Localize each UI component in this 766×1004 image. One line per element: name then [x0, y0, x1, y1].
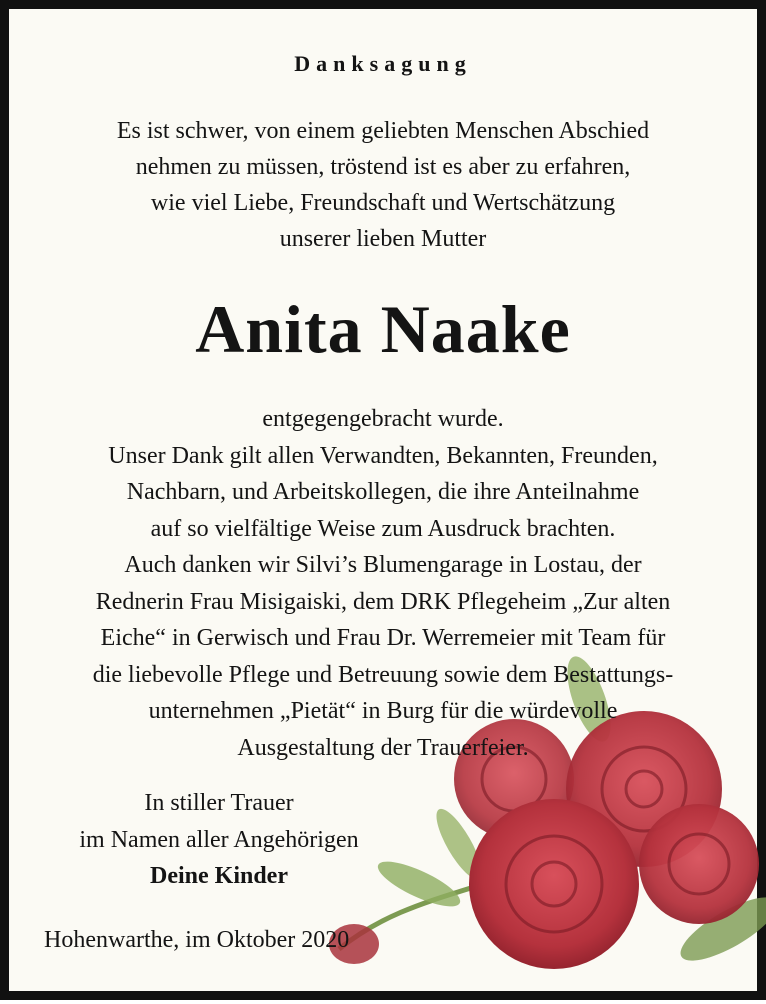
signature-family: Deine Kinder: [150, 863, 288, 889]
body-text: [9, 401, 757, 766]
intro-line: unserer lieben Mutter: [279, 226, 487, 252]
intro-line: wie viel Liebe, Freundschaft und Wertschätzung: [150, 190, 616, 216]
place-date: Hohenwarthe, im Oktober 2020: [44, 927, 350, 953]
body-line: unternehmen „Pietät“ in Burg für die würdevolle: [148, 698, 618, 724]
signature-line: In stiller Trauer: [144, 790, 294, 816]
intro-text: [9, 113, 757, 257]
intro-line: Es ist schwer, von einem geliebten Menschen Abschied: [116, 118, 650, 144]
body-line: Auch danken wir Silvi’s Blumengarage in Lostau, der: [124, 552, 642, 578]
deceased-name: Anita Naake: [195, 291, 571, 367]
body-line: die liebevolle Pflege und Betreuung sowie dem Bestattungs-: [92, 661, 674, 688]
body-line: Nachbarn, und Arbeitskollegen, die ihre Anteilnahme: [126, 479, 640, 505]
body-line: Ausgestaltung der Trauerfeier.: [237, 734, 529, 761]
signature-line: im Namen aller Angehörigen: [79, 826, 359, 853]
body-line: entgegengebracht wurde.: [262, 406, 504, 432]
body-line: Eiche“ in Gerwisch und Frau Dr. Werremeier mit Team für: [100, 625, 666, 651]
body-line: auf so vielfältige Weise zum Ausdruck brachten.: [150, 515, 616, 542]
heading-title: Danksagung: [294, 51, 472, 76]
body-line: Rednerin Frau Misigaiski, dem DRK Pflegeheim „Zur alten: [95, 588, 671, 615]
body-line: Unser Dank gilt allen Verwandten, Bekannten, Freunden,: [108, 442, 658, 469]
intro-line: nehmen zu müssen, tröstend ist es aber zu erfahren,: [135, 154, 631, 180]
signature-block: [39, 785, 399, 895]
